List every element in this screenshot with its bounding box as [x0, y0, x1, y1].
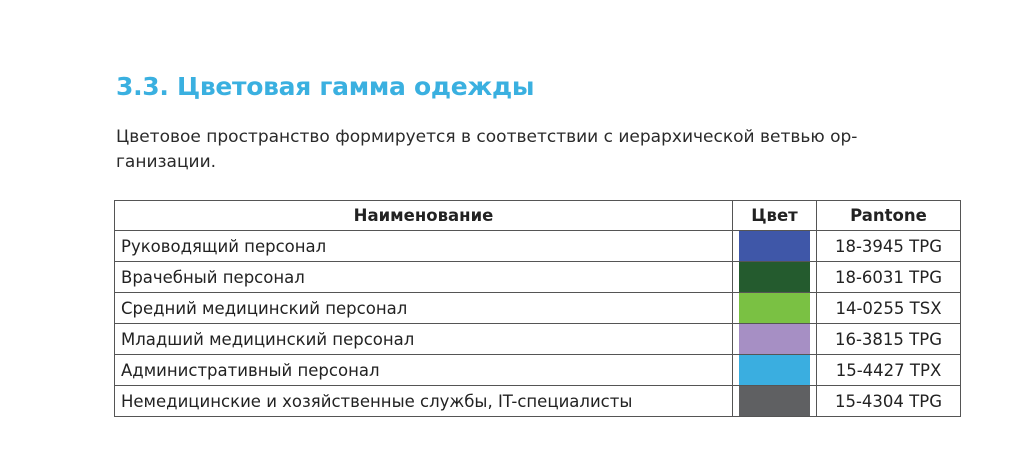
- row-name: Младший медицинский персонал: [115, 324, 733, 355]
- row-name: Немедицинские и хозяйственные службы, IT-специалисты: [115, 386, 733, 417]
- row-color-cell: [733, 293, 817, 324]
- table-row: [115, 324, 961, 355]
- row-color-cell: [733, 324, 817, 355]
- row-color-cell: [733, 386, 817, 417]
- table-header-row: [115, 201, 961, 231]
- table-row: [115, 231, 961, 262]
- color-swatch: [739, 262, 810, 292]
- table-row: [115, 355, 961, 386]
- column-header-name: Наименование: [115, 201, 733, 231]
- color-swatch: [739, 386, 810, 416]
- color-swatch: [739, 293, 810, 323]
- row-pantone: 16-3815 TPG: [817, 324, 961, 355]
- row-pantone: 18-6031 TPG: [817, 262, 961, 293]
- table-body: [115, 231, 961, 417]
- row-pantone: 14-0255 TSX: [817, 293, 961, 324]
- color-swatch: [739, 355, 810, 385]
- row-color-cell: [733, 231, 817, 262]
- row-name: Руководящий персонал: [115, 231, 733, 262]
- table-row: [115, 262, 961, 293]
- row-name: Средний медицинский персонал: [115, 293, 733, 324]
- intro-paragraph: [116, 125, 966, 175]
- row-pantone: 18-3945 TPG: [817, 231, 961, 262]
- row-pantone: 15-4427 TPX: [817, 355, 961, 386]
- intro-line: Цветовое пространство формируется в соответствии с иерархической ветвью ор-: [116, 127, 858, 147]
- table-row: [115, 293, 961, 324]
- section-heading: 3.3. Цветовая гамма одежды: [116, 72, 535, 101]
- row-color-cell: [733, 355, 817, 386]
- row-pantone: 15-4304 TPG: [817, 386, 961, 417]
- color-swatch: [739, 324, 810, 354]
- color-swatch: [739, 231, 810, 261]
- row-color-cell: [733, 262, 817, 293]
- table-row: [115, 386, 961, 417]
- row-name: Врачебный персонал: [115, 262, 733, 293]
- column-header-color: Цвет: [733, 201, 817, 231]
- row-name: Административный персонал: [115, 355, 733, 386]
- intro-line: ганизации.: [116, 152, 217, 172]
- clothing-color-table: [114, 200, 961, 417]
- column-header-pantone: Pantone: [817, 201, 961, 231]
